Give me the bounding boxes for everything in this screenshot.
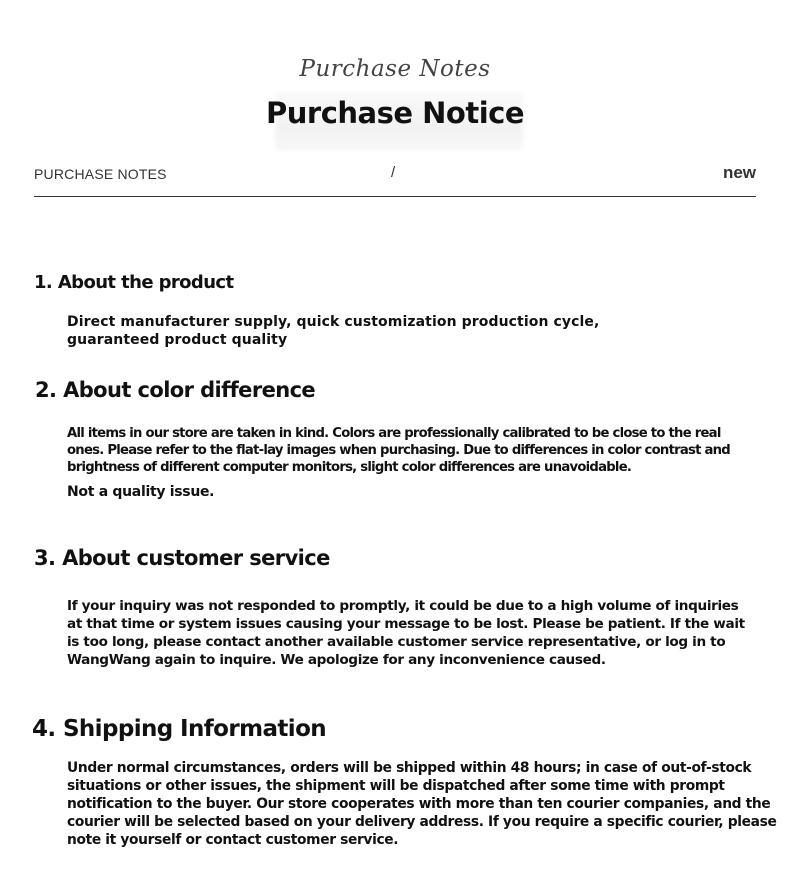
section-note: Not a quality issue. <box>67 484 215 500</box>
body-line: Direct manufacturer supply, quick customization production cycle, <box>67 314 600 330</box>
section-body <box>67 759 777 849</box>
body-line: WangWang again to inquire. We apologize for any inconvenience caused. <box>67 652 606 668</box>
script-title: Purchase Notes <box>299 56 491 82</box>
body-line: courier will be selected based on your delivery address. If you require a specific courier, please <box>67 814 777 830</box>
sub-header-right-label: new <box>722 163 756 182</box>
section-title: 3. About customer service <box>34 546 330 570</box>
section-title: 1. About the product <box>34 272 234 293</box>
section-title: 4. Shipping Information <box>32 716 327 742</box>
page-title: Purchase Notice <box>266 96 524 130</box>
section-body <box>67 313 599 349</box>
sub-header-separator: / <box>391 164 396 181</box>
section-title: 2. About color difference <box>35 378 316 402</box>
body-line: All items in our store are taken in kind. Colors are professionally calibrated to be close to the real <box>67 426 721 441</box>
section-body <box>67 425 730 476</box>
body-line: brightness of different computer monitors, slight color differences are unavoidable. <box>67 460 632 475</box>
body-line: is too long, please contact another available customer service representative, or log in to <box>67 634 726 650</box>
sub-header-bar <box>34 160 756 197</box>
body-line: notification to the buyer. Our store cooperates with more than ten courier companies, and the <box>67 796 771 812</box>
section-body <box>67 597 745 669</box>
body-line: note it yourself or contact customer service. <box>67 832 399 848</box>
body-line: ones. Please refer to the flat-lay images when purchasing. Due to differences in color contrast and <box>67 443 731 458</box>
sub-header-left-label: PURCHASE NOTES <box>34 166 167 182</box>
body-line: guaranteed product quality <box>67 332 288 348</box>
body-line: If your inquiry was not responded to promptly, it could be due to a high volume of inquiries <box>67 598 739 614</box>
body-line: at that time or system issues causing your message to be lost. Please be patient. If the wait <box>67 616 745 632</box>
body-line: Under normal circumstances, orders will be shipped within 48 hours; in case of out-of-stock <box>67 760 752 776</box>
body-line: situations or other issues, the shipment will be dispatched after some time with prompt <box>67 778 725 794</box>
